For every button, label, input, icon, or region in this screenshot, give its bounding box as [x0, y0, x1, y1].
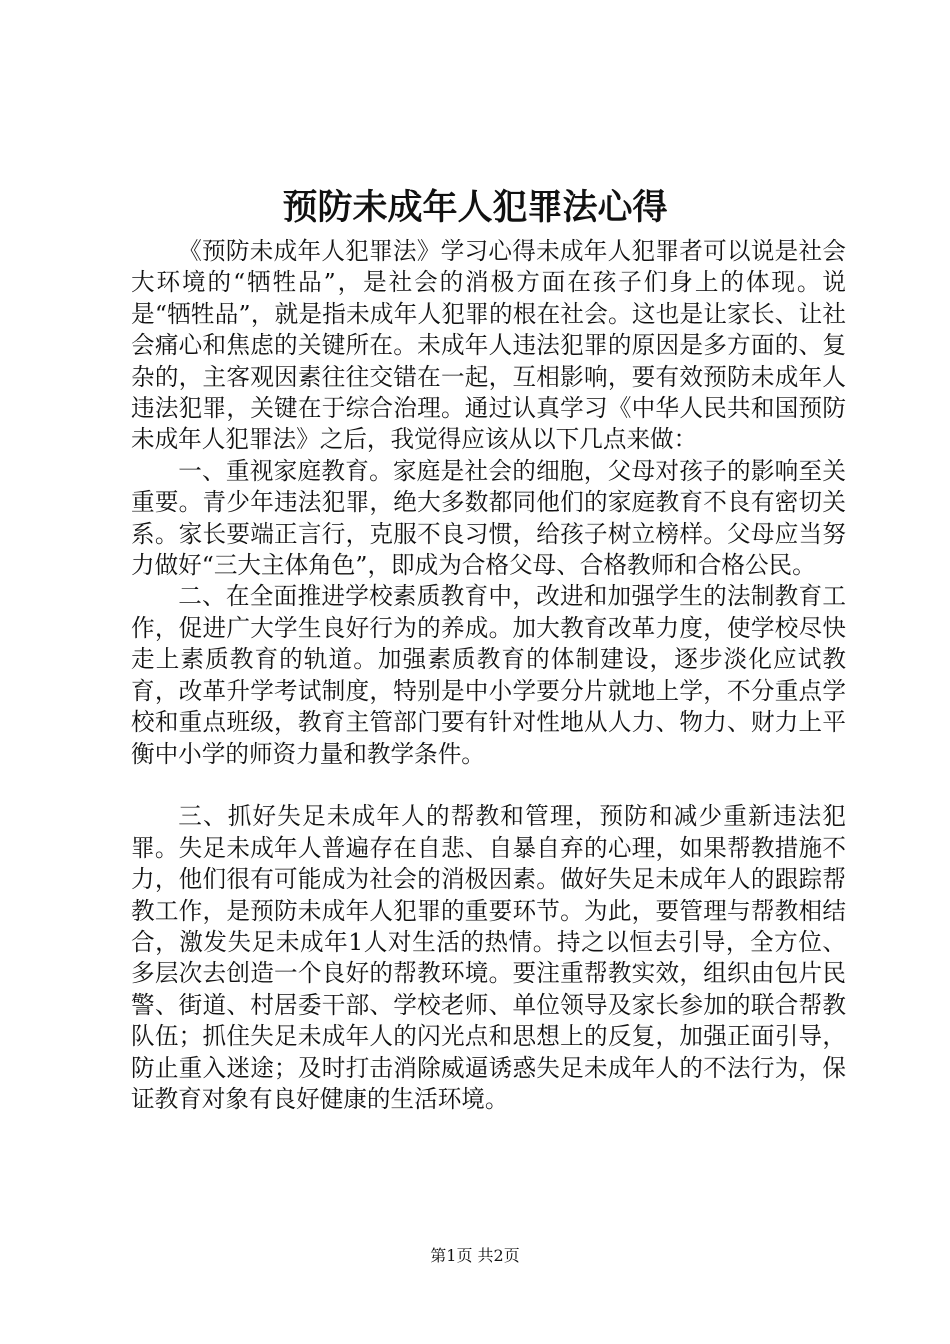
paragraph-rehabilitation: 三、抓好失足未成年人的帮教和管理，预防和减少重新违法犯罪。失足未成年人普遍存在自悲、自暴自弃的心理，如果帮教措施不力，他们很有可能成为社会的消极因素。做好失足未成年人的跟踪帮教工作，是预防未成年人犯罪的重要环节。为此，要管理与帮教相结合，激发失足未成年1人对生活的热情。持之以恒去引导，全方位、多层次去创造一个良好的帮教环境。要注重帮教实效，组织由包片民警、街道、村居委干部、学校老师、单位领导及家长参加的联合帮教队伍；抓住失足未成年人的闪光点和思想上的反复，加强正面引导，防止重入迷途；及时打击消除威逼诱惑失足未成年人的不法行为，保证教育对象有良好健康的生活环境。	[131, 802, 846, 1113]
page-footer: 第1页 共2页	[430, 1246, 520, 1265]
paragraph-school-education: 二、在全面推进学校素质教育中，改进和加强学生的法制教育工作，促进广大学生良好行为的养成。加大教育改革力度，使学校尽快走上素质教育的轨道。加强素质教育的体制建设，逐步淡化应试教育，改革升学考试制度，特别是中小学要分片就地上学，不分重点学校和重点班级，教育主管部门要有针对性地从人力、物力、财力上平衡中小学的师资力量和教学条件。	[131, 582, 846, 768]
paragraph-intro: 《预防未成年人犯罪法》学习心得未成年人犯罪者可以说是社会大环境的“牺牲品”，是社会的消极方面在孩子们身上的体现。说是“牺牲品”，就是指未成年人犯罪的根在社会。这也是让家长、让社会痛心和焦虑的关键所在。未成年人违法犯罪的原因是多方面的、复杂的，主客观因素往往交错在一起，互相影响，要有效预防未成年人违法犯罪，关键在于综合治理。通过认真学习《中华人民共和国预防未成年人犯罪法》之后，我觉得应该从以下几点来做：	[131, 237, 846, 454]
document-body	[131, 236, 846, 1115]
document-title: 预防未成年人犯罪法心得	[282, 187, 668, 228]
paragraph-family-education: 一、重视家庭教育。家庭是社会的细胞，父母对孩子的影响至关重要。青少年违法犯罪，绝大多数都同他们的家庭教育不良有密切关系。家长要端正言行，克服不良习惯，给孩子树立榜样。父母应当努力做好“三大主体角色”，即成为合格父母、合格教师和合格公民。	[131, 456, 846, 580]
